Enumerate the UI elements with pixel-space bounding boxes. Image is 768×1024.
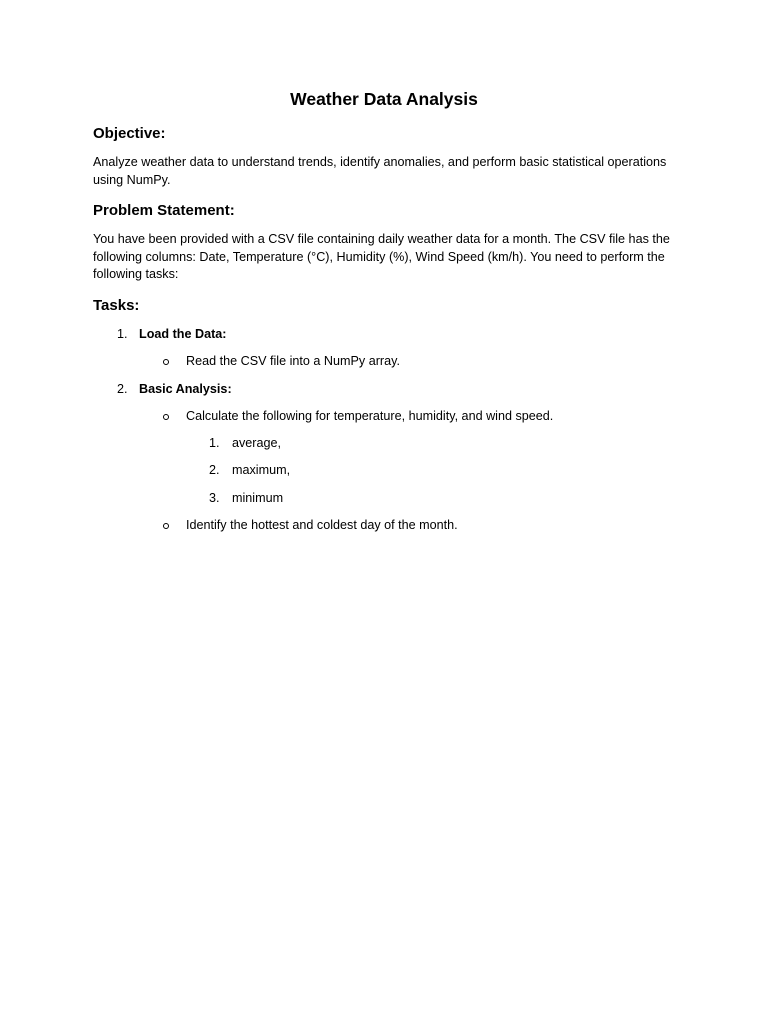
nested-number: 1.: [209, 436, 220, 450]
nested-text: maximum,: [232, 463, 291, 477]
circle-bullet-icon: [163, 359, 169, 365]
problem-statement-heading: Problem Statement:: [93, 202, 235, 219]
subtask-text: Read the CSV file into a NumPy array.: [186, 354, 400, 368]
circle-bullet-icon: [163, 414, 169, 420]
task-number: 1.: [117, 327, 128, 341]
nested-number: 3.: [209, 491, 220, 505]
task-label: Basic Analysis:: [139, 382, 232, 396]
problem-statement-text: You have been provided with a CSV file containing daily weather data for a month. The CSV file has the following columns: Date, Temperature (°C), Humidity (%), Wind Speed (km/h). You need to perform the following tasks:: [93, 232, 670, 281]
subtask-text: Identify the hottest and coldest day of the month.: [186, 518, 458, 532]
nested-number: 2.: [209, 463, 220, 477]
tasks-heading: Tasks:: [93, 297, 140, 314]
objective-text: Analyze weather data to understand trends, identify anomalies, and perform basic statistical operations using NumPy.: [93, 155, 667, 187]
subtask-text: Calculate the following for temperature, humidity, and wind speed.: [186, 409, 554, 423]
task-label: Load the Data:: [139, 327, 227, 341]
nested-text: minimum: [232, 491, 284, 505]
document-title: Weather Data Analysis: [290, 89, 478, 109]
nested-text: average,: [232, 436, 282, 450]
task-number: 2.: [117, 382, 128, 396]
circle-bullet-icon: [163, 523, 169, 529]
objective-heading: Objective:: [93, 125, 166, 142]
